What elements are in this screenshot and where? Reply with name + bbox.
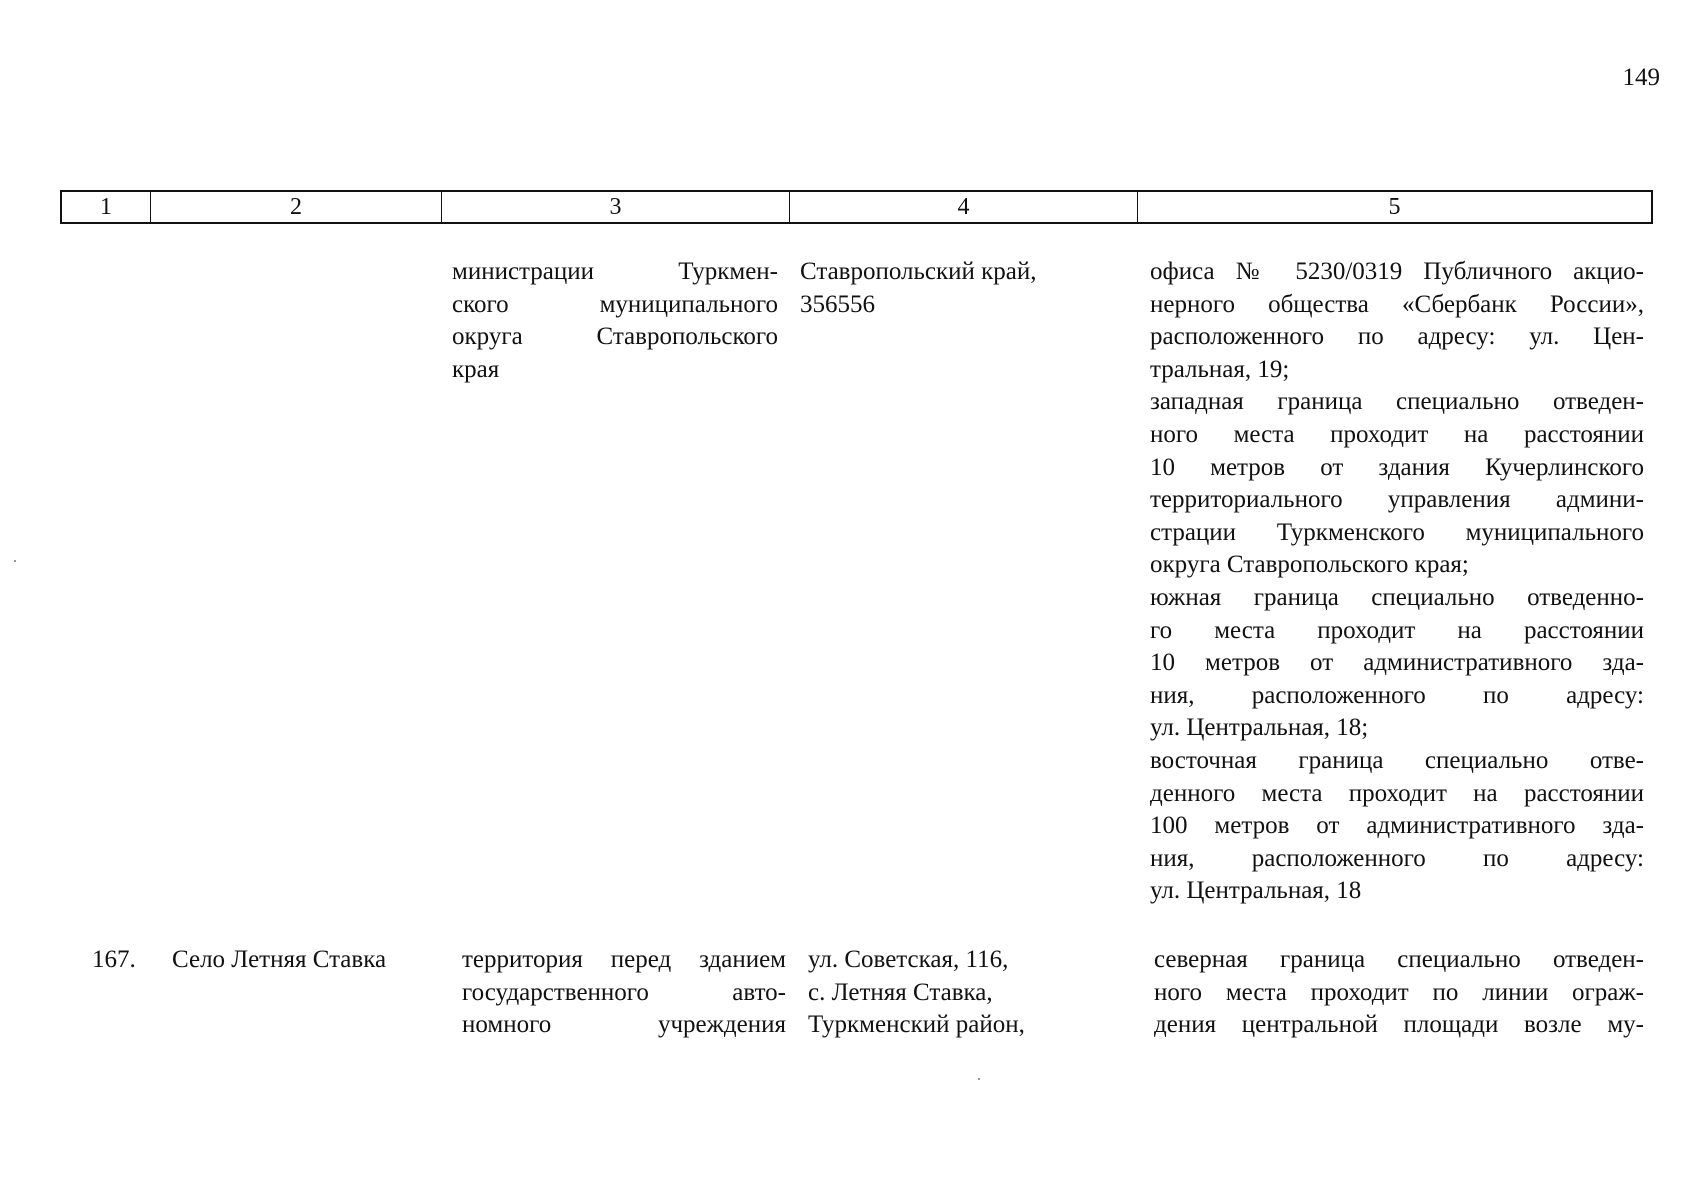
- text-line: западная граница специально отведен-: [1150, 388, 1644, 416]
- text-line: денного места проходит на расстоянии: [1150, 779, 1644, 807]
- text-line: Ставропольский край,: [800, 258, 1037, 285]
- row-167-col5: [1154, 944, 1644, 1042]
- text-line: тральная, 19;: [1150, 355, 1290, 383]
- text-line: расположенного по адресу: ул. Цен-: [1150, 323, 1644, 351]
- text-line: 10 метров от административного зда-: [1150, 649, 1644, 677]
- text-line: ния, расположенного по адресу:: [1150, 844, 1644, 872]
- continued-row-col4: [800, 256, 1120, 321]
- scan-speck: [978, 1078, 980, 1080]
- text-line: края: [452, 355, 500, 383]
- text-line: го места проходит на расстоянии: [1150, 616, 1644, 644]
- continued-row-col3: [452, 256, 778, 386]
- text-line: северная граница специально отведен-: [1154, 946, 1644, 973]
- text-line: ул. Советская, 116,: [808, 946, 1009, 973]
- row-167-number: 167.: [92, 946, 136, 973]
- text-line: Туркменский район,: [808, 1011, 1025, 1039]
- text-line: 100 метров от административного зда-: [1150, 812, 1644, 840]
- header-col-4: 4: [790, 192, 1138, 222]
- text-line: ул. Центральная, 18;: [1150, 714, 1369, 742]
- text-line: ского муниципального: [452, 290, 778, 318]
- text-line: с. Летняя Ставка,: [808, 978, 993, 1006]
- text-line: 356556: [800, 290, 875, 318]
- text-line: ния, расположенного по адресу:: [1150, 681, 1644, 709]
- text-line: округа Ставропольского края;: [1150, 551, 1469, 579]
- text-line: государственного авто-: [462, 978, 786, 1006]
- text-line: южная граница специально отведенно-: [1150, 583, 1644, 611]
- page-number: 149: [1622, 64, 1660, 91]
- text-line: 10 метров от здания Кучерлинского: [1150, 453, 1644, 481]
- text-line: ного места проходит на расстоянии: [1150, 420, 1644, 448]
- text-line: территория перед зданием: [462, 946, 786, 973]
- column-header-row: [60, 190, 1653, 224]
- row-167-col4: [808, 944, 1128, 1042]
- text-line: дения центральной площади возле му-: [1154, 1011, 1644, 1039]
- row-167-name: Село Летняя Ставка: [172, 946, 387, 973]
- scan-speck: [14, 560, 16, 562]
- text-line: офиса № 5230/0319 Публичного акцио-: [1150, 258, 1644, 285]
- text-line: ул. Центральная, 18: [1150, 877, 1362, 905]
- header-col-2: 2: [151, 192, 442, 222]
- row-167-col3: [462, 944, 786, 1042]
- text-line: округа Ставропольского: [452, 323, 778, 351]
- text-line: ного места проходит по линии ограж-: [1154, 978, 1644, 1006]
- continued-row-col5: [1150, 256, 1644, 908]
- text-line: номного учреждения: [462, 1011, 786, 1039]
- header-col-3: 3: [442, 192, 790, 222]
- text-line: территориального управления админи-: [1150, 486, 1644, 514]
- text-line: министрации Туркмен-: [452, 258, 778, 285]
- text-line: страции Туркменского муниципального: [1150, 518, 1644, 546]
- header-col-1: 1: [62, 192, 151, 222]
- text-line: нерного общества «Сбербанк России»,: [1150, 290, 1644, 318]
- header-col-5: 5: [1388, 194, 1401, 220]
- text-line: восточная граница специально отве-: [1150, 746, 1644, 774]
